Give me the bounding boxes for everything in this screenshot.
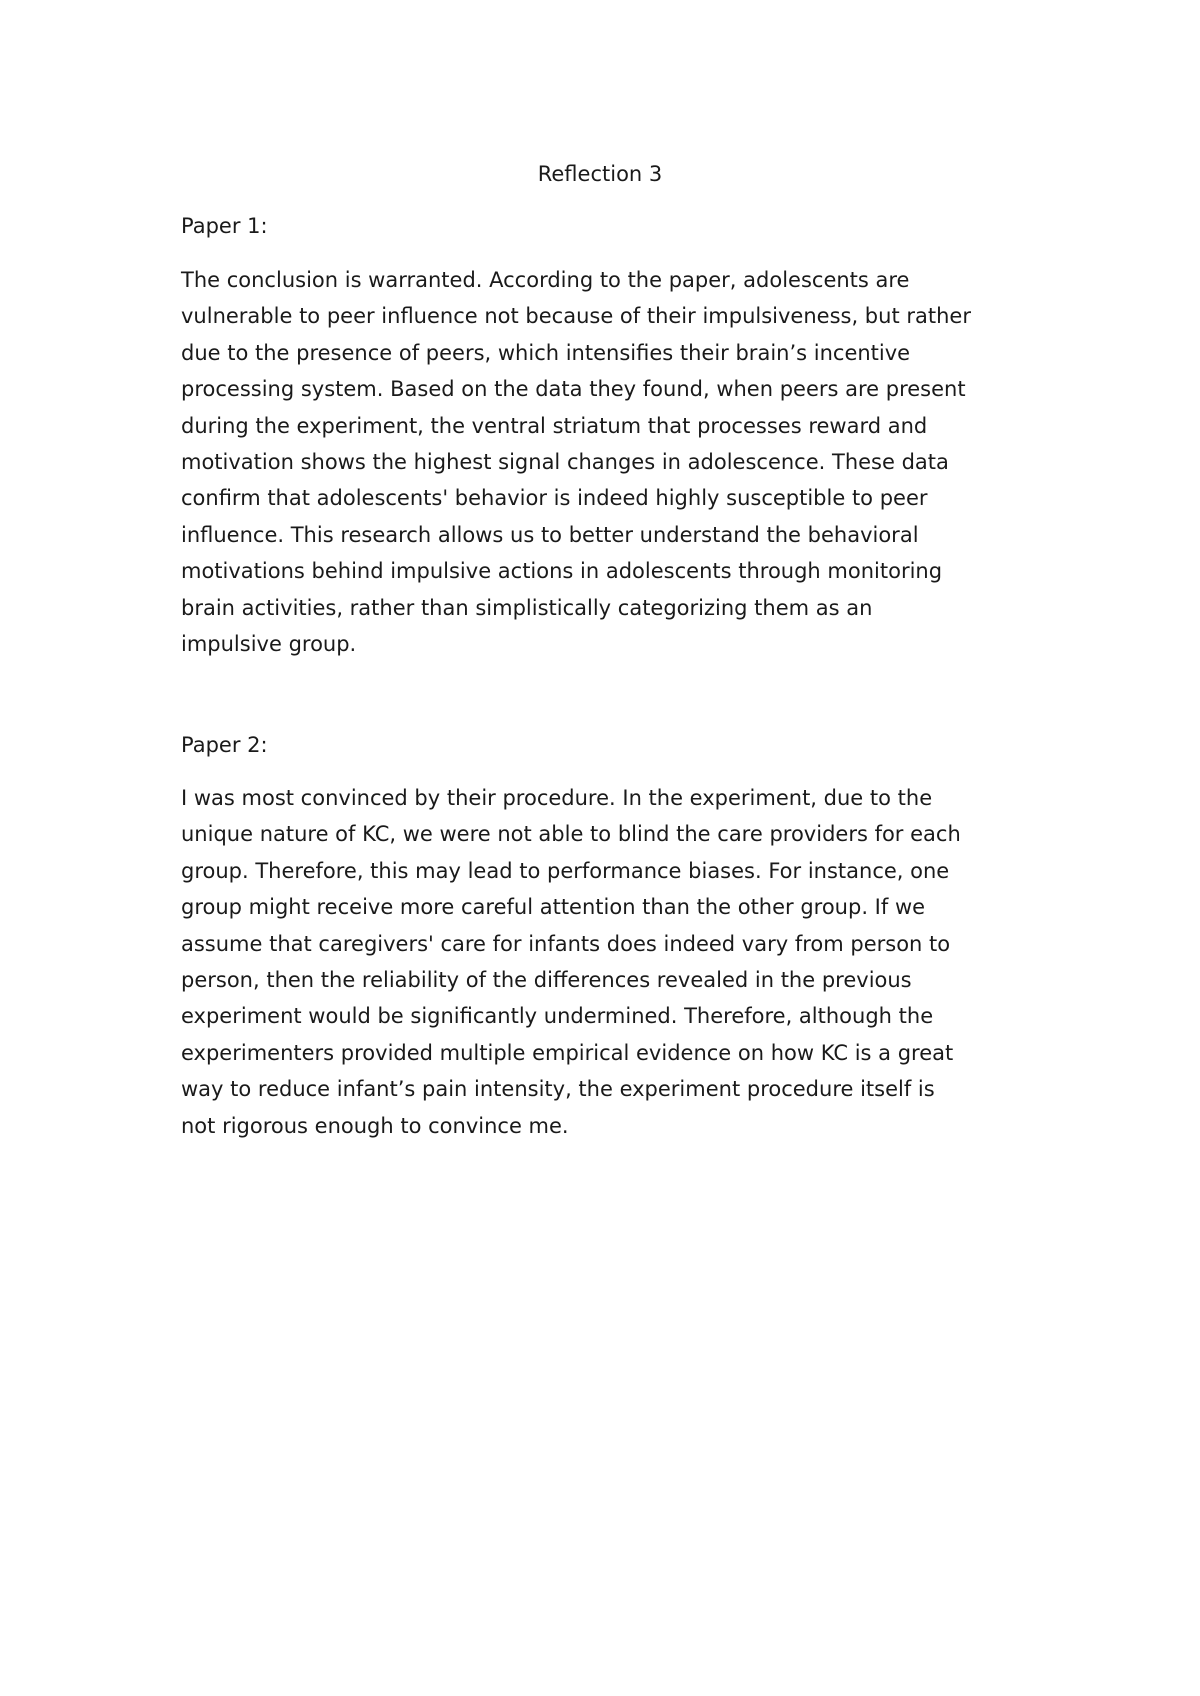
paragraph-line: experimenters provided multiple empirical evidence on how KC is a great xyxy=(181,1040,954,1065)
document-title: Reflection 3 xyxy=(537,162,663,186)
paragraph-line: unique nature of KC, we were not able to blind the care providers for each xyxy=(181,822,961,847)
paragraph-line: processing system. Based on the data they found, when peers are present xyxy=(181,377,966,402)
paragraph-line: motivation shows the highest signal changes in adolescence. These data xyxy=(181,450,949,475)
paragraph-line: group might receive more careful attention than the other group. If we xyxy=(181,895,926,920)
paragraph-line: group. Therefore, this may lead to performance biases. For instance, one xyxy=(181,858,950,883)
section-body-paper-1 xyxy=(181,262,1041,662)
paragraph-line: assume that caregivers' care for infants does indeed vary from person to xyxy=(181,931,951,956)
paragraph-line: experiment would be significantly undermined. Therefore, although the xyxy=(181,1004,934,1029)
paragraph-line: person, then the reliability of the differences revealed in the previous xyxy=(181,968,912,993)
paragraph-line: due to the presence of peers, which intensifies their brain’s incentive xyxy=(181,340,911,365)
paragraph-line: influence. This research allows us to better understand the behavioral xyxy=(181,522,919,547)
paragraph-line: not rigorous enough to convince me. xyxy=(181,1113,569,1138)
paragraph-line: impulsive group. xyxy=(181,632,357,657)
section-heading-paper-2: Paper 2: xyxy=(181,733,268,757)
paragraph-line: I was most convinced by their procedure. In the experiment, due to the xyxy=(181,786,933,810)
section-body-paper-2 xyxy=(181,780,1041,1144)
paragraph-line: confirm that adolescents' behavior is indeed highly susceptible to peer xyxy=(181,486,928,511)
paragraph-line: vulnerable to peer influence not because of their impulsiveness, but rather xyxy=(181,304,971,329)
paragraph-line: The conclusion is warranted. According to the paper, adolescents are xyxy=(181,268,910,292)
paragraph-line: brain activities, rather than simplistically categorizing them as an xyxy=(181,595,873,620)
paragraph-line: way to reduce infant’s pain intensity, the experiment procedure itself is xyxy=(181,1077,935,1102)
section-heading-paper-1: Paper 1: xyxy=(181,214,268,238)
paragraph-line: motivations behind impulsive actions in adolescents through monitoring xyxy=(181,559,943,584)
paragraph-line: during the experiment, the ventral striatum that processes reward and xyxy=(181,413,928,438)
